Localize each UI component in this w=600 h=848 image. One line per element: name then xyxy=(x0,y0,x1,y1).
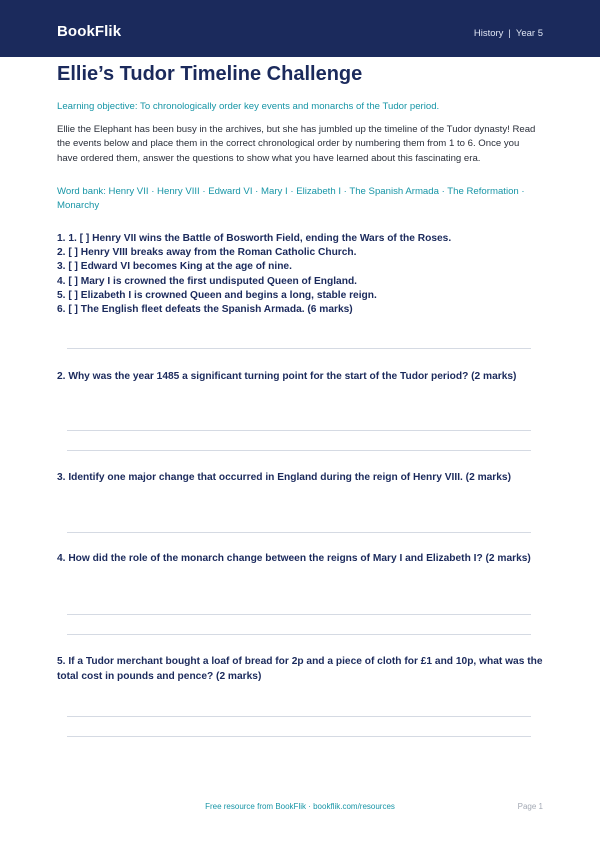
intro-paragraph: Ellie the Elephant has been busy in the archives, but she has jumbled up the timeline of the Tudor dynasty! Read the events below and place them in the correct chronological order by numbering them from 1 to 6. Once you have ordered them, answer the questions to show what you have learned about this fascinating era. xyxy=(57,124,536,164)
ordering-item[interactable]: 4. [ ] Mary I is crowned the first undisputed Queen of England. xyxy=(57,275,357,287)
answer-line[interactable] xyxy=(67,430,531,431)
answer-line[interactable] xyxy=(67,614,531,615)
ordering-item[interactable]: 6. [ ] The English fleet defeats the Spanish Armada. (6 marks) xyxy=(57,303,353,315)
question-2: 2. Why was the year 1485 a significant turning point for the start of the Tudor period? (2 marks) xyxy=(57,371,517,382)
brand-logo-text: BookFlik xyxy=(57,23,122,40)
answer-line[interactable] xyxy=(67,532,531,533)
ordering-item[interactable]: 1. 1. [ ] Henry VII wins the Battle of Bosworth Field, ending the Wars of the Roses. xyxy=(57,233,452,244)
meta-separator: | xyxy=(508,28,511,39)
answer-line[interactable] xyxy=(67,736,531,737)
question-3: 3. Identify one major change that occurred in England during the reign of Henry VIII. (2 marks) xyxy=(57,472,511,483)
learning-objective: Learning objective: To chronologically order key events and monarchs of the Tudor period. xyxy=(57,101,440,112)
year-label: Year 5 xyxy=(515,28,543,39)
worksheet-title: Ellie’s Tudor Timeline Challenge xyxy=(57,63,363,85)
ordering-item[interactable]: 3. [ ] Edward VI becomes King at the age of nine. xyxy=(57,261,292,273)
word-bank: Word bank: Henry VII · Henry VIII · Edward VI · Mary I · Elizabeth I · The Spanish Armada · The Reformation · Monarchy xyxy=(57,186,525,212)
question-4: 4. How did the role of the monarch change between the reigns of Mary I and Elizabeth I? (2 marks) xyxy=(57,553,531,564)
ordering-item[interactable]: 2. [ ] Henry VIII breaks away from the Roman Catholic Church. xyxy=(57,247,357,259)
ordering-item[interactable]: 5. [ ] Elizabeth I is crowned Queen and begins a long, stable reign. xyxy=(57,289,377,301)
header-bar xyxy=(0,0,600,57)
answer-line[interactable] xyxy=(67,450,531,451)
subject-label: History xyxy=(473,28,504,39)
subject-year-meta xyxy=(474,28,543,39)
footer-credit[interactable]: Free resource from BookFlik · bookflik.com/resources xyxy=(205,802,395,811)
question-5: 5. If a Tudor merchant bought a loaf of bread for 2p and a piece of cloth for £1 and 10p, what was the total cost in pounds and pence? (2 marks) xyxy=(57,656,543,682)
answer-line[interactable] xyxy=(67,716,531,717)
page-number: Page 1 xyxy=(517,802,543,811)
ordering-list xyxy=(57,232,543,317)
answer-line[interactable] xyxy=(67,634,531,635)
answer-line[interactable] xyxy=(67,348,531,349)
